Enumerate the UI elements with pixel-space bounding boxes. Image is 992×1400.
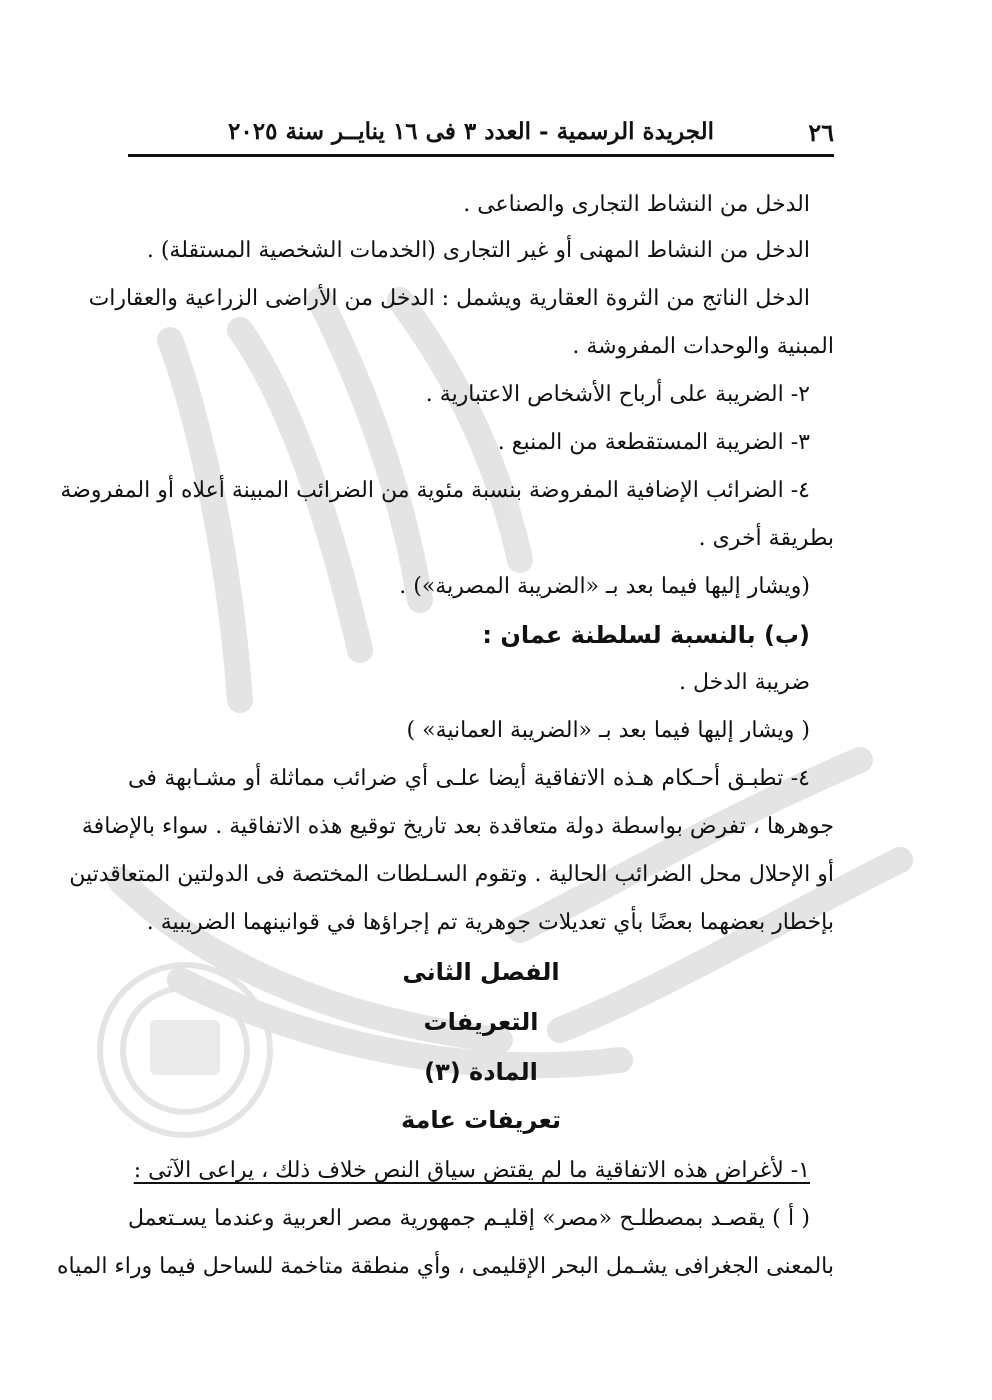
body-line: ( أ ) يقصـد بمصطلـح «مصر» إقليـم جمهورية مصر العربية وعندما يسـتعمل (128, 1206, 810, 1231)
page-header (128, 112, 834, 152)
body-line: بالمعنى الجغرافى يشـمل البحر الإقليمى ، وأي منطقة متاخمة للساحل فيما وراء المياه (57, 1254, 834, 1279)
definitions-heading: التعريفات (423, 1008, 539, 1036)
underlined-clause: ١- لأغراض هذه الاتفاقية ما لم يقتض سياق النص خلاف ذلك ، يراعى الآتى : (133, 1158, 810, 1183)
body-line: ٤- الضرائب الإضافية المفروضة بنسبة مئوية من الضرائب المبينة أعلاه أو المفروضة (60, 478, 810, 503)
body-line: المبنية والوحدات المفروشة . (572, 334, 834, 359)
article-heading: المادة (٣) (424, 1058, 538, 1086)
body-line: الدخل الناتج من الثروة العقارية ويشمل : الدخل من الأراضى الزراعية والعقارات (88, 286, 810, 311)
body-line: ٢- الضريبة على أرباح الأشخاص الاعتبارية . (425, 382, 810, 407)
header-divider (128, 154, 834, 157)
section-heading-oman: (ب) بالنسبة لسلطنة عمان : (482, 621, 810, 649)
body-line: ٤- تطبـق أحـكام هـذه الاتفاقية أيضا علـى أي ضرائب مماثلة أو مشـابهة فى (128, 766, 810, 791)
body-line: بإخطار بعضهما بعضًا بأي تعديلات جوهرية تم إجراؤها في قوانينهما الضريبية . (146, 910, 834, 935)
general-definitions-heading: تعريفات عامة (400, 1106, 562, 1134)
body-line: ٣- الضريبة المستقطعة من المنبع . (497, 430, 810, 455)
body-line: أو الإحلال محل الضرائب الحالية . وتقوم السـلطات المختصة فى الدولتين المتعاقدتين (69, 862, 834, 887)
chapter-heading: الفصل الثانى (402, 958, 560, 986)
gazette-title: الجريدة الرسمية - العدد ٣ فى ١٦ ينايــر سنة ٢٠٢٥ (228, 118, 714, 145)
body-line: الدخل من النشاط المهنى أو غير التجارى (الخدمات الشخصية المستقلة) . (146, 238, 810, 263)
body-line: ضريبة الدخل . (679, 670, 810, 695)
page-number: ٢٦ (808, 118, 834, 147)
body-line-underlined (128, 1156, 810, 1186)
body-line: الدخل من النشاط التجارى والصناعى . (463, 192, 810, 217)
body-line: (ويشار إليها فيما بعد بـ «الضريبة المصرية») . (399, 574, 810, 599)
body-line: بطريقة أخرى . (698, 526, 834, 551)
body-line: ( ويشار إليها فيما بعد بـ «الضريبة العمانية» ) (406, 718, 810, 743)
body-line: جوهرها ، تفرض بواسطة دولة متعاقدة بعد تاريخ توقيع هذه الاتفاقية . سواء بالإضافة (81, 814, 834, 839)
